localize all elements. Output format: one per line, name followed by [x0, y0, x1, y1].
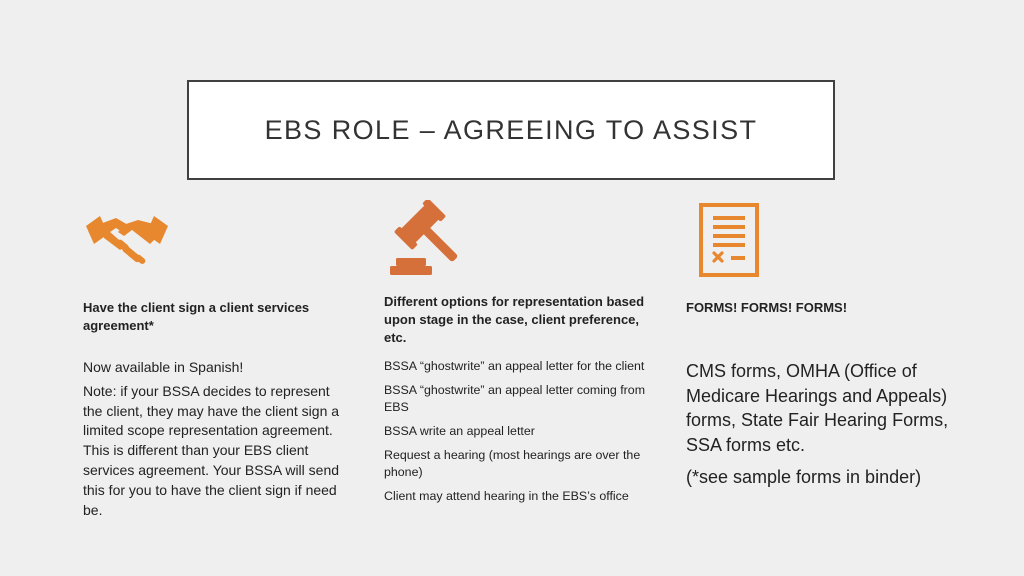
form-icon: [699, 203, 761, 277]
gavel-icon: [390, 200, 470, 276]
column-2-paragraph: Client may attend hearing in the EBS’s office: [384, 489, 629, 503]
column-2-heading: Different options for representation based upon stage in the case, client preference, etc.: [384, 294, 645, 345]
column-1-heading: Have the client sign a client services agreement*: [83, 300, 310, 333]
column-3-heading: FORMS! FORMS! FORMS!: [686, 300, 848, 315]
title-box: [187, 80, 835, 180]
column-1-paragraph: Now available in Spanish!: [83, 359, 244, 375]
column-2-paragraph: BSSA “ghostwrite” an appeal letter for the client: [384, 359, 645, 373]
column-2-paragraph: Request a hearing (most hearings are over the phone): [384, 448, 641, 479]
column-3-paragraph: CMS forms, OMHA (Office of Medicare Hearings and Appeals) forms, State Fair Hearing Forms, SSA forms etc.: [686, 361, 949, 456]
handshake-icon: [86, 210, 168, 270]
column-1-body: [83, 358, 353, 524]
column-2-paragraph: BSSA “ghostwrite” an appeal letter coming from EBS: [384, 383, 646, 414]
column-1-paragraph: Note: if your BSSA decides to represent the client, they may have the client sign a limited scope representation agreement. This is different than your EBS client services agreement. Your BSSA will send this for you to have the client sign if need be.: [83, 382, 340, 518]
column-2-body: [384, 358, 646, 512]
slide-title: EBS ROLE – AGREEING TO ASSIST: [264, 114, 758, 145]
column-3-paragraph: (*see sample forms in binder): [686, 466, 922, 487]
column-3-body: [686, 359, 956, 497]
column-2-paragraph: BSSA write an appeal letter: [384, 424, 535, 438]
